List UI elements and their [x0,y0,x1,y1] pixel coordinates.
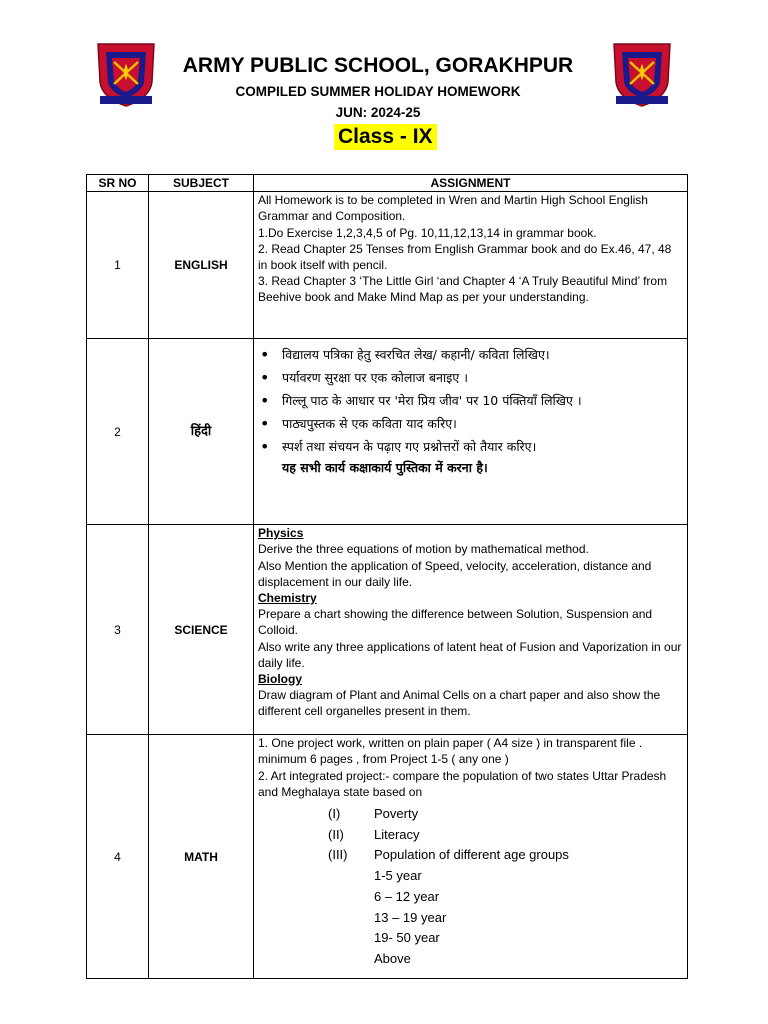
assignment-line: Derive the three equations of motion by mathematical method. [258,542,589,557]
assignment-cell [254,525,688,735]
assignment-cell [254,339,688,525]
item-text: Above [374,950,411,966]
item-text: Population of different age groups [374,847,569,863]
item-text: 1-5 year [374,868,422,884]
age-group-item [258,866,683,887]
list-item [258,825,683,846]
assignment-line: 2. Art integrated project:- compare the population of two states Uttar Pradesh and Meghalaya state based on [258,768,667,799]
item-text: Literacy [374,826,420,842]
table-header-row [87,175,688,192]
class-label: Class - IX [334,124,437,150]
sr-cell: 3 [87,525,149,735]
item-number: (III) [328,847,348,863]
age-group-item [258,887,683,908]
age-group-item [258,928,683,949]
chemistry-heading: Chemistry [258,591,317,606]
item-text: 19- 50 year [374,930,440,946]
assignment-line: Also write any three applications of latent heat of Fusion and Vaporization in our daily life. [258,639,682,670]
list-item [258,804,683,825]
header-assignment: ASSIGNMENT [254,175,688,192]
item-number: (II) [328,826,344,842]
item-text: 6 – 12 year [374,888,440,904]
homework-subtitle: COMPILED SUMMER HOLIDAY HOMEWORK [235,84,521,99]
hindi-note: यह सभी कार्य कक्षाकार्य पुस्तिका में करना है। [282,460,488,476]
assignment-line: Draw diagram of Plant and Animal Cells on a chart paper and also show the different cell organelles present in them. [258,688,661,719]
sr-cell: 4 [87,735,149,979]
assignment-cell [254,192,688,339]
assignment-line: Also Mention the application of Speed, velocity, acceleration, distance and displacement in our daily life. [258,558,652,589]
table-row-science [87,525,688,735]
hindi-task-list [258,343,683,458]
subject-cell: SCIENCE [149,525,254,735]
table-row-math [87,735,688,979]
age-group-item [258,949,683,970]
list-item: • स्पर्श तथा संचयन के पढ़ाए गए प्रश्नोत्तरों को तैयार करिए। [282,435,683,458]
school-name: ARMY PUBLIC SCHOOL, GORAKHPUR [182,54,574,77]
age-group-item [258,908,683,929]
assignment-line: 3. Read Chapter 3 ‘The Little Girl ‘and Chapter 4 ‘A Truly Beautiful Mind’ from Beehive book and Make Mind Map as per your understanding. [258,274,668,305]
list-item: • गिल्लू पाठ के आधार पर 'मेरा प्रिय जीव' पर 10 पंक्तियाँ लिखिए । [282,389,683,412]
biology-heading: Biology [258,672,302,687]
homework-table [86,174,688,979]
math-criteria-list [258,804,683,970]
table-row-hindi [87,339,688,525]
subject-cell: ENGLISH [149,192,254,339]
item-text: 13 – 19 year [374,909,447,925]
list-item [258,845,683,866]
assignment-line: All Homework is to be completed in Wren and Martin High School English Grammar and Composition. [258,193,648,224]
list-item: • विद्यालय पत्रिका हेतु स्वरचित लेख/ कहानी/ कविता लिखिए। [282,343,683,366]
subject-cell: MATH [149,735,254,979]
sr-cell: 1 [87,192,149,339]
table-row-english [87,192,688,339]
assignment-cell [254,735,688,979]
session-label: JUN: 2024-25 [335,105,421,120]
assignment-line: 1.Do Exercise 1,2,3,4,5 of Pg. 10,11,12,13,14 in grammar book. [258,225,597,240]
assignment-line: 1. One project work, written on plain paper ( A4 size ) in transparent file . minimum 6 pages , from Project 1-5 ( any one ) [258,736,643,767]
physics-heading: Physics [258,526,304,541]
sr-cell: 2 [87,339,149,525]
assignment-line: 2. Read Chapter 25 Tenses from English Grammar book and do Ex.46, 47, 48 in book itself with pencil. [258,241,672,273]
subject-cell: हिंदी [149,339,254,525]
list-item: • पाठ्यपुस्तक से एक कविता याद करिए। [282,412,683,435]
header-subject: SUBJECT [149,175,254,192]
header-sr-no: SR NO [87,175,149,192]
item-text: Poverty [374,806,419,822]
item-number: (I) [328,806,341,822]
list-item: • पर्यावरण सुरक्षा पर एक कोलाज बनाइए । [282,366,683,389]
assignment-line: Prepare a chart showing the difference between Solution, Suspension and Colloid. [258,607,653,638]
